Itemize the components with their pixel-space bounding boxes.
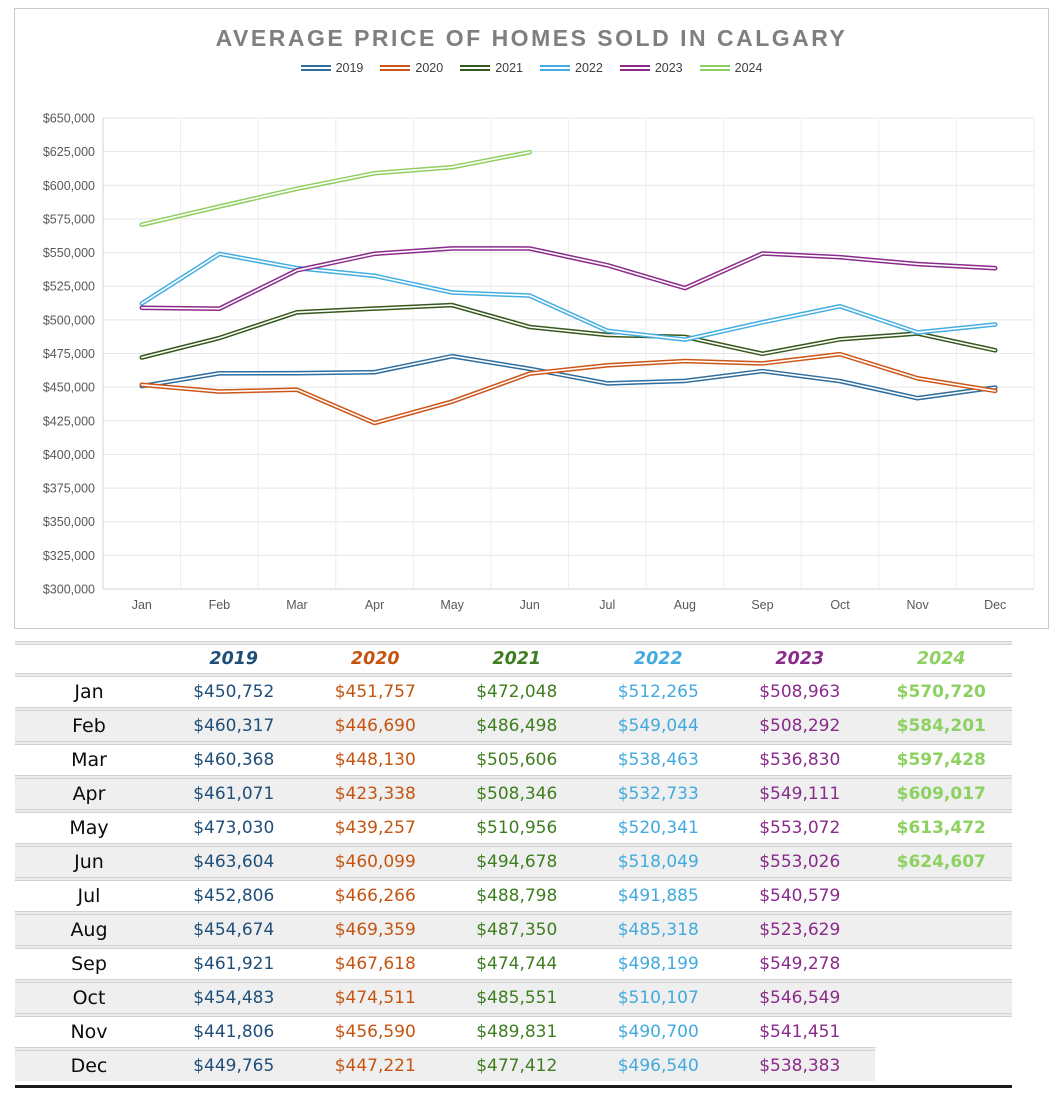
value-cell-2019: $461,921 — [193, 954, 275, 974]
value-cell-2021: $486,498 — [476, 716, 558, 736]
legend-label: 2022 — [575, 61, 603, 75]
value-cell-2020: $451,757 — [334, 682, 416, 702]
value-cell-2021: $510,956 — [476, 818, 558, 838]
y-axis-label: $550,000 — [42, 246, 95, 261]
column-header-2021: 2021 — [492, 649, 542, 669]
value-cell-2020: $447,221 — [334, 1056, 416, 1076]
value-cell-2022: $532,733 — [617, 784, 699, 804]
value-cell-2021: $508,346 — [476, 784, 558, 804]
value-cell-2021: $485,551 — [476, 988, 558, 1008]
value-cell-2023: $549,278 — [759, 954, 841, 974]
y-axis-label: $650,000 — [42, 111, 95, 126]
x-axis-label: Oct — [830, 598, 850, 612]
value-cell-2022: $510,107 — [617, 988, 699, 1008]
month-cell: Sep — [71, 953, 107, 975]
value-cell-2024: $609,017 — [896, 784, 986, 804]
x-axis-label: Jan — [131, 598, 152, 612]
column-header-2019: 2019 — [209, 649, 259, 669]
table-row-jan — [15, 677, 1012, 707]
column-header-2022: 2022 — [633, 649, 683, 669]
table-row-oct — [15, 983, 1012, 1013]
value-cell-2019: $454,674 — [193, 920, 275, 940]
value-cell-2023: $549,111 — [759, 784, 841, 804]
table-row-dec — [15, 1051, 1012, 1081]
value-cell-2019: $461,071 — [193, 784, 275, 804]
value-cell-2024: $613,472 — [896, 818, 986, 838]
value-cell-2023: $523,629 — [759, 920, 841, 940]
x-axis-label: Dec — [984, 598, 1007, 612]
y-axis-label: $500,000 — [42, 313, 95, 328]
value-cell-2022: $520,341 — [617, 818, 699, 838]
x-axis-label: Jun — [519, 598, 540, 612]
x-axis-label: Mar — [286, 598, 308, 612]
value-cell-2024: $624,607 — [896, 852, 986, 872]
value-cell-2024: $597,428 — [896, 750, 986, 770]
value-cell-2020: $439,257 — [334, 818, 416, 838]
value-cell-2021: $477,412 — [476, 1056, 558, 1076]
month-cell: Apr — [72, 783, 106, 805]
table-row-aug — [15, 915, 1012, 945]
table-row-apr — [15, 779, 1012, 809]
value-cell-2023: $536,830 — [759, 750, 841, 770]
table-row-may — [15, 813, 1012, 843]
value-cell-2019: $454,483 — [193, 988, 275, 1008]
value-cell-2021: $489,831 — [476, 1022, 558, 1042]
y-axis-label: $325,000 — [42, 548, 95, 563]
y-axis-label: $575,000 — [42, 212, 95, 227]
value-cell-2023: $553,026 — [759, 852, 841, 872]
value-cell-2019: $450,752 — [193, 682, 275, 702]
value-cell-2019: $460,317 — [193, 716, 275, 736]
table-row-jun — [15, 847, 1012, 877]
value-cell-2021: $488,798 — [476, 886, 558, 906]
value-cell-2024: $584,201 — [896, 716, 986, 736]
value-cell-2022: $518,049 — [617, 852, 699, 872]
value-cell-2020: $474,511 — [334, 988, 416, 1008]
value-cell-2020: $460,099 — [334, 852, 416, 872]
price-table — [15, 641, 1012, 1088]
month-cell: Jul — [77, 885, 101, 907]
value-cell-2022: $490,700 — [617, 1022, 699, 1042]
value-cell-2023: $540,579 — [759, 886, 841, 906]
column-header-2020: 2020 — [350, 649, 400, 669]
month-cell: Feb — [72, 715, 106, 737]
value-cell-2020: $446,690 — [334, 716, 416, 736]
value-cell-2019: $449,765 — [193, 1056, 275, 1076]
y-axis-label: $300,000 — [42, 582, 95, 597]
y-axis-label: $625,000 — [42, 145, 95, 160]
x-axis-label: Apr — [364, 598, 385, 612]
chart-title: AVERAGE PRICE OF HOMES SOLD IN CALGARY — [215, 25, 848, 51]
legend-label: 2023 — [654, 61, 683, 75]
y-axis-label: $600,000 — [42, 178, 95, 193]
value-cell-2023: $508,292 — [759, 716, 841, 736]
x-axis-label: Aug — [673, 598, 696, 612]
y-axis-label: $525,000 — [42, 279, 95, 294]
month-cell: Oct — [72, 987, 106, 1009]
value-cell-2021: $472,048 — [476, 682, 558, 702]
value-cell-2023: $538,383 — [759, 1056, 841, 1076]
table-row-sep — [15, 949, 1012, 979]
y-axis-label: $450,000 — [42, 380, 95, 395]
value-cell-2019: $460,368 — [193, 750, 275, 770]
value-cell-2020: $469,359 — [334, 920, 416, 940]
value-cell-2024: $570,720 — [896, 682, 986, 702]
value-cell-2023: $541,451 — [759, 1022, 841, 1042]
value-cell-2023: $546,549 — [759, 988, 841, 1008]
month-cell: Nov — [70, 1021, 108, 1043]
x-axis-label: Sep — [751, 598, 774, 612]
month-cell: Jan — [74, 681, 104, 703]
value-cell-2019: $473,030 — [193, 818, 275, 838]
value-cell-2020: $423,338 — [334, 784, 416, 804]
chart-card — [14, 8, 1049, 629]
value-cell-2021: $494,678 — [476, 852, 558, 872]
line-chart — [15, 9, 1048, 628]
legend-label: 2021 — [495, 61, 523, 75]
value-cell-2021: $505,606 — [476, 750, 558, 770]
value-cell-2023: $553,072 — [759, 818, 841, 838]
value-cell-2022: $491,885 — [617, 886, 699, 906]
value-cell-2019: $463,604 — [193, 852, 275, 872]
table-row-jul — [15, 881, 1012, 911]
value-cell-2022: $496,540 — [617, 1056, 699, 1076]
value-cell-2021: $487,350 — [476, 920, 558, 940]
month-cell: May — [69, 817, 109, 839]
value-cell-2019: $452,806 — [193, 886, 275, 906]
legend-label: 2024 — [734, 61, 763, 75]
legend-label: 2020 — [415, 61, 444, 75]
value-cell-2020: $466,266 — [334, 886, 416, 906]
month-cell: Dec — [70, 1055, 108, 1077]
value-cell-2022: $485,318 — [617, 920, 699, 940]
value-cell-2022: $538,463 — [617, 750, 699, 770]
table-row-mar — [15, 745, 1012, 775]
y-axis-label: $400,000 — [42, 447, 95, 462]
value-cell-2022: $512,265 — [617, 682, 699, 702]
y-axis-label: $425,000 — [42, 414, 95, 429]
table-header-row — [15, 645, 1012, 673]
value-cell-2022: $498,199 — [617, 954, 699, 974]
column-header-2023: 2023 — [775, 649, 825, 669]
y-axis-label: $375,000 — [42, 481, 95, 496]
value-cell-2019: $441,806 — [193, 1022, 275, 1042]
column-header-2024: 2024 — [916, 649, 966, 669]
x-axis-label: Feb — [208, 598, 231, 612]
x-axis-label: May — [440, 598, 464, 612]
table-row-nov — [15, 1017, 1012, 1047]
y-axis-label: $475,000 — [42, 347, 95, 361]
value-cell-2022: $549,044 — [617, 716, 699, 736]
table-row-feb — [15, 711, 1012, 741]
month-cell: Aug — [70, 919, 108, 941]
x-axis-label: Jul — [599, 598, 616, 612]
month-cell: Jun — [74, 851, 104, 873]
legend-label: 2019 — [335, 61, 364, 75]
table-bottom-border — [15, 1085, 1012, 1088]
month-cell: Mar — [71, 749, 107, 771]
value-cell-2023: $508,963 — [759, 682, 841, 702]
x-axis-label: Nov — [906, 598, 929, 612]
y-axis-label: $350,000 — [42, 515, 95, 530]
value-cell-2021: $474,744 — [476, 954, 558, 974]
value-cell-2020: $448,130 — [334, 750, 416, 770]
value-cell-2020: $467,618 — [334, 954, 416, 974]
value-cell-2020: $456,590 — [334, 1022, 416, 1042]
